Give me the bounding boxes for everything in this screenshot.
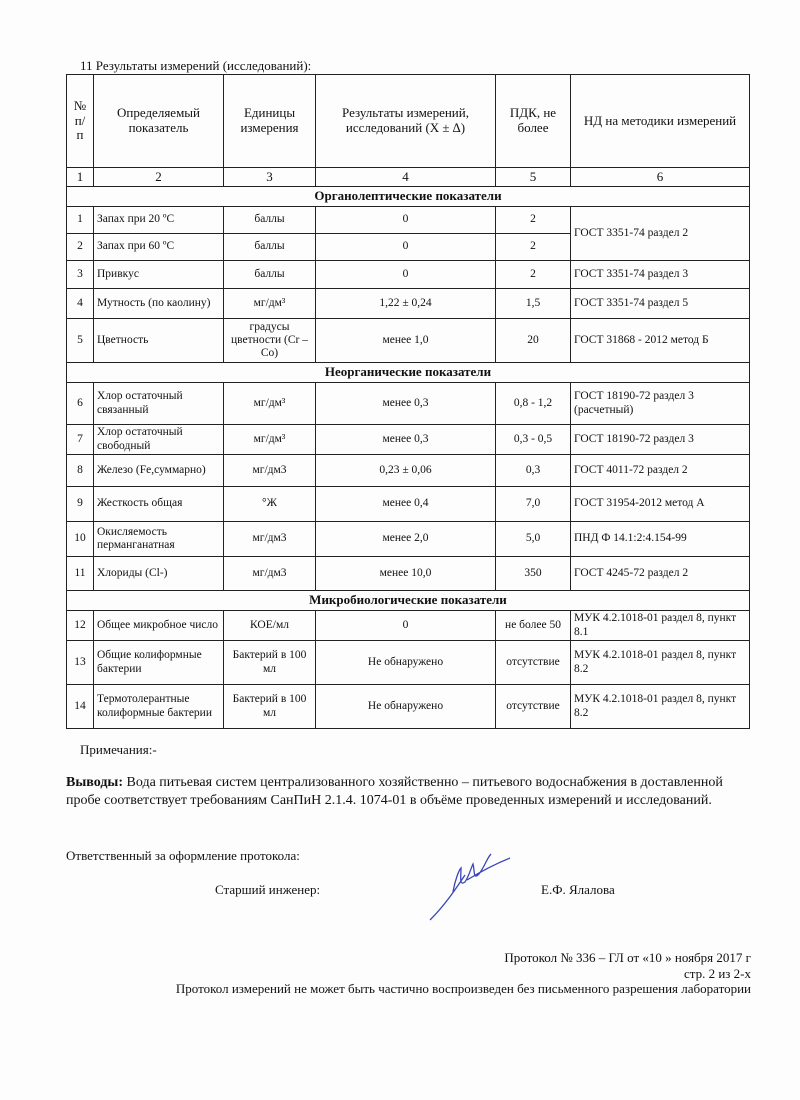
column-number-row xyxy=(67,168,750,187)
row-method: ГОСТ 18190-72 раздел 3 (расчетный) xyxy=(571,383,750,425)
row-result: Не обнаружено xyxy=(316,641,496,685)
header-result: Результаты измерений, исследований (Х ± ∆) xyxy=(316,75,496,168)
row-unit: мг/дм3 xyxy=(224,455,316,487)
group-row xyxy=(67,363,750,383)
row-num: 13 xyxy=(67,641,94,685)
col-number: 3 xyxy=(224,168,316,187)
row-unit: баллы xyxy=(224,234,316,261)
row-num: 6 xyxy=(67,383,94,425)
col-number: 5 xyxy=(496,168,571,187)
table-header-row xyxy=(67,75,750,168)
footer-note: Протокол измерений не может быть частично воспроизведен без письменного разрешения лаборатории xyxy=(175,981,751,996)
protocol-number: Протокол № 336 – ГЛ от «10 » ноября 2017 г xyxy=(504,950,751,965)
section-title: 11 Результаты измерений (исследований): xyxy=(80,58,312,73)
row-unit: °Ж xyxy=(224,487,316,522)
table-row xyxy=(67,425,750,455)
row-result: Не обнаружено xyxy=(316,685,496,729)
row-unit: КОЕ/мл xyxy=(224,611,316,641)
table-row xyxy=(67,455,750,487)
row-indicator: Мутность (по каолину) xyxy=(94,289,224,319)
row-method: ПНД Ф 14.1:2:4.154-99 xyxy=(571,522,750,557)
row-unit: мг/дм³ xyxy=(224,425,316,455)
table-row xyxy=(67,261,750,289)
row-result: менее 10,0 xyxy=(316,557,496,591)
row-unit: мг/дм³ xyxy=(224,383,316,425)
row-result: менее 2,0 xyxy=(316,522,496,557)
row-method: ГОСТ 31954-2012 метод А xyxy=(571,487,750,522)
table-row xyxy=(67,685,750,729)
row-pdk: 5,0 xyxy=(496,522,571,557)
header-unit: Единицы измерения xyxy=(224,75,316,168)
row-pdk: 20 xyxy=(496,319,571,363)
table-row xyxy=(67,319,750,363)
row-method: МУК 4.2.1018-01 раздел 8, пункт 8.2 xyxy=(571,685,750,729)
row-method: ГОСТ 3351-74 раздел 3 xyxy=(571,261,750,289)
row-result: менее 0,3 xyxy=(316,425,496,455)
row-result: 0 xyxy=(316,611,496,641)
row-indicator: Термотолерантные колиформные бактерии xyxy=(94,685,224,729)
row-pdk: 2 xyxy=(496,234,571,261)
row-pdk: 0,3 xyxy=(496,455,571,487)
row-result: 0,23 ± 0,06 xyxy=(316,455,496,487)
row-result: менее 0,3 xyxy=(316,383,496,425)
position-title: Старший инженер: xyxy=(215,882,321,897)
row-indicator: Общие колиформные бактерии xyxy=(94,641,224,685)
row-method: ГОСТ 3351-74 раздел 2 xyxy=(571,207,750,261)
header-method: НД на методики измерений xyxy=(571,75,750,168)
row-unit: баллы xyxy=(224,261,316,289)
row-result: менее 1,0 xyxy=(316,319,496,363)
row-pdk: 0,3 - 0,5 xyxy=(496,425,571,455)
table-row xyxy=(67,557,750,591)
group-title-microbio: Микробиологические показатели xyxy=(67,591,750,611)
row-indicator: Окисляемость перманганатная xyxy=(94,522,224,557)
row-indicator: Запах при 20 ºС xyxy=(94,207,224,234)
row-method: ГОСТ 18190-72 раздел 3 xyxy=(571,425,750,455)
row-method: МУК 4.2.1018-01 раздел 8, пункт 8.2 xyxy=(571,641,750,685)
row-pdk: 2 xyxy=(496,207,571,234)
row-pdk: отсутствие xyxy=(496,685,571,729)
col-number: 2 xyxy=(94,168,224,187)
responsible-line: Ответственный за оформление протокола: xyxy=(66,848,300,863)
row-indicator: Жесткость общая xyxy=(94,487,224,522)
table-row xyxy=(67,487,750,522)
table-row xyxy=(67,611,750,641)
row-pdk: 350 xyxy=(496,557,571,591)
row-num: 1 xyxy=(67,207,94,234)
conclusion-paragraph xyxy=(66,774,726,810)
row-num: 4 xyxy=(67,289,94,319)
row-unit: мг/дм3 xyxy=(224,522,316,557)
row-method: ГОСТ 31868 - 2012 метод Б xyxy=(571,319,750,363)
table-row xyxy=(67,383,750,425)
row-result: 1,22 ± 0,24 xyxy=(316,289,496,319)
col-number: 6 xyxy=(571,168,750,187)
row-indicator: Хлориды (Cl-) xyxy=(94,557,224,591)
header-indicator: Определяемый показатель xyxy=(94,75,224,168)
row-result: 0 xyxy=(316,207,496,234)
table-row xyxy=(67,207,750,234)
row-num: 11 xyxy=(67,557,94,591)
row-result: менее 0,4 xyxy=(316,487,496,522)
row-num: 12 xyxy=(67,611,94,641)
row-pdk: отсутствие xyxy=(496,641,571,685)
row-pdk: не более 50 xyxy=(496,611,571,641)
row-unit: градусы цветности (Cr – Co) xyxy=(224,319,316,363)
row-indicator: Цветность xyxy=(94,319,224,363)
signer-name: Е.Ф. Ялалова xyxy=(541,882,615,897)
row-unit: Бактерий в 100 мл xyxy=(224,641,316,685)
page-number: стр. 2 из 2-х xyxy=(683,966,751,981)
col-number: 1 xyxy=(67,168,94,187)
row-indicator: Хлор остаточный свободный xyxy=(94,425,224,455)
row-method: ГОСТ 3351-74 раздел 5 xyxy=(571,289,750,319)
notes-line: Примечания:- xyxy=(80,742,157,757)
conclusion-text: Вода питьевая систем централизованного хозяйственно – питьевого водоснабжения в доставленной пробе соответствует требованиям СанПиН 2.1.4. 1074-01 в объёме проведенных измерений и исследований. xyxy=(66,775,723,809)
row-num: 10 xyxy=(67,522,94,557)
row-unit: мг/дм³ xyxy=(224,289,316,319)
row-num: 5 xyxy=(67,319,94,363)
row-pdk: 1,5 xyxy=(496,289,571,319)
row-num: 9 xyxy=(67,487,94,522)
row-unit: мг/дм3 xyxy=(224,557,316,591)
row-indicator: Запах при 60 ºС xyxy=(94,234,224,261)
table-row xyxy=(67,522,750,557)
row-indicator: Общее микробное число xyxy=(94,611,224,641)
row-result: 0 xyxy=(316,234,496,261)
row-method: МУК 4.2.1018-01 раздел 8, пункт 8.1 xyxy=(571,611,750,641)
group-row xyxy=(67,591,750,611)
header-pdk: ПДК, не более xyxy=(496,75,571,168)
row-pdk: 0,8 - 1,2 xyxy=(496,383,571,425)
row-indicator: Привкус xyxy=(94,261,224,289)
conclusion-label: Выводы: xyxy=(66,775,124,790)
row-num: 2 xyxy=(67,234,94,261)
row-indicator: Хлор остаточный связанный xyxy=(94,383,224,425)
row-num: 8 xyxy=(67,455,94,487)
group-title-inorganic: Неорганические показатели xyxy=(67,363,750,383)
row-method: ГОСТ 4245-72 раздел 2 xyxy=(571,557,750,591)
group-row xyxy=(67,187,750,207)
row-pdk: 7,0 xyxy=(496,487,571,522)
col-number: 4 xyxy=(316,168,496,187)
row-unit: баллы xyxy=(224,207,316,234)
row-result: 0 xyxy=(316,261,496,289)
row-num: 7 xyxy=(67,425,94,455)
row-method: ГОСТ 4011-72 раздел 2 xyxy=(571,455,750,487)
signature-image xyxy=(425,850,515,925)
row-unit: Бактерий в 100 мл xyxy=(224,685,316,729)
row-indicator: Железо (Fe,суммарно) xyxy=(94,455,224,487)
row-num: 14 xyxy=(67,685,94,729)
table-row xyxy=(67,641,750,685)
group-title-organoleptic: Органолептические показатели xyxy=(67,187,750,207)
table-row xyxy=(67,289,750,319)
row-pdk: 2 xyxy=(496,261,571,289)
row-num: 3 xyxy=(67,261,94,289)
header-num: № п/ п xyxy=(67,75,94,168)
results-table xyxy=(66,74,750,729)
